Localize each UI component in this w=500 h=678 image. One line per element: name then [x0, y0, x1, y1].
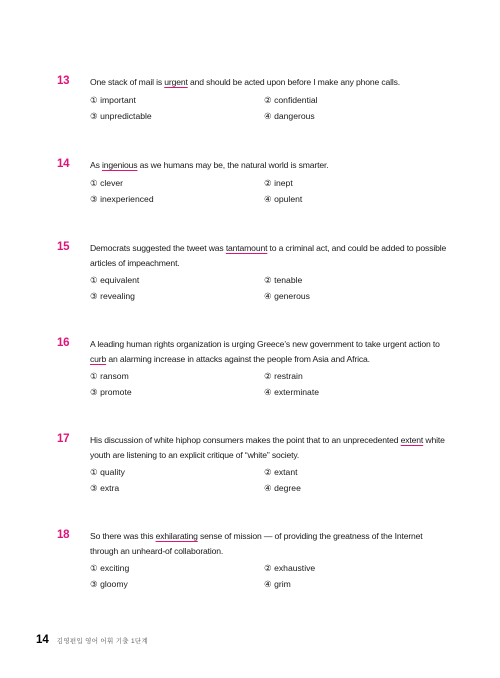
- option-3: ③ promote: [90, 387, 132, 397]
- page-number: 14: [36, 634, 49, 646]
- options: [90, 370, 452, 398]
- option-2: ② extant: [264, 467, 298, 477]
- option-4: ④ grim: [264, 579, 291, 589]
- option-2: ② exhaustive: [264, 563, 316, 573]
- question-number: 13: [57, 75, 70, 87]
- keyword: curb: [90, 353, 107, 364]
- question-number: 18: [57, 529, 70, 541]
- question-number: 14: [57, 158, 70, 170]
- option-3: ③ unpredictable: [90, 110, 152, 121]
- question-18: [57, 529, 452, 590]
- option-4: ④ degree: [264, 483, 301, 493]
- question-16: [57, 337, 452, 398]
- keyword: tantamount: [225, 243, 268, 253]
- option-4: ④ exterminate: [264, 387, 319, 397]
- keyword: exhilarating: [155, 531, 198, 541]
- option-4: ④ dangerous: [264, 110, 315, 121]
- question-stem: Democrats suggested the tweet was tantamount to a criminal act, and could be added to possible articles of impeachment.: [90, 243, 447, 268]
- option-1: ① clever: [90, 177, 124, 188]
- question-stem: As ingenious as we humans may be, the natural world is smarter.: [90, 160, 329, 170]
- option-2: ② inept: [264, 177, 293, 188]
- question-stem: A leading human rights organization is urging Greece’s new government to take urgent action to curb an alarming increase in attacks against the people from Asia and Africa.: [90, 339, 440, 364]
- option-1: ① quality: [90, 467, 125, 477]
- question-17: [57, 433, 452, 494]
- keyword: extent: [400, 435, 424, 445]
- keyword: urgent: [164, 77, 188, 87]
- options: [90, 94, 452, 122]
- options: [90, 466, 452, 494]
- options: [90, 177, 452, 205]
- option-3: ③ extra: [90, 483, 120, 493]
- question-number: 17: [57, 433, 70, 445]
- option-4: ④ opulent: [264, 193, 303, 204]
- options: [90, 562, 452, 590]
- option-1: ① equivalent: [90, 275, 140, 285]
- option-1: ① important: [90, 94, 136, 105]
- option-2: ② tenable: [264, 275, 303, 285]
- book-title: 김영편입 영어 어휘 기출 1단계: [56, 638, 149, 645]
- option-3: ③ revealing: [90, 291, 135, 301]
- option-1: ① ransom: [90, 371, 129, 381]
- option-3: ③ inexperienced: [90, 193, 154, 204]
- option-2: ② restrain: [264, 371, 303, 381]
- option-1: ① exciting: [90, 563, 130, 573]
- question-number: 15: [57, 241, 70, 253]
- page-footer: [36, 634, 148, 646]
- question-stem: So there was this exhilarating sense of mission — of providing the greatness of the Internet through an unheard-of collaboration.: [90, 531, 423, 556]
- keyword: ingenious: [101, 160, 138, 170]
- question-stem: One stack of mail is urgent and should be acted upon before I make any phone calls.: [90, 77, 401, 87]
- question-15: [57, 241, 452, 302]
- option-4: ④ generous: [264, 291, 310, 301]
- question-stem: His discussion of white hiphop consumers makes the point that to an unprecedented extent white youth are listening to an explicit critique of “white” society.: [90, 435, 445, 460]
- option-2: ② confidential: [264, 94, 318, 105]
- question-number: 16: [57, 337, 70, 349]
- question-13: [57, 75, 452, 122]
- option-3: ③ gloomy: [90, 579, 128, 589]
- options: [90, 274, 452, 302]
- question-14: [57, 158, 452, 205]
